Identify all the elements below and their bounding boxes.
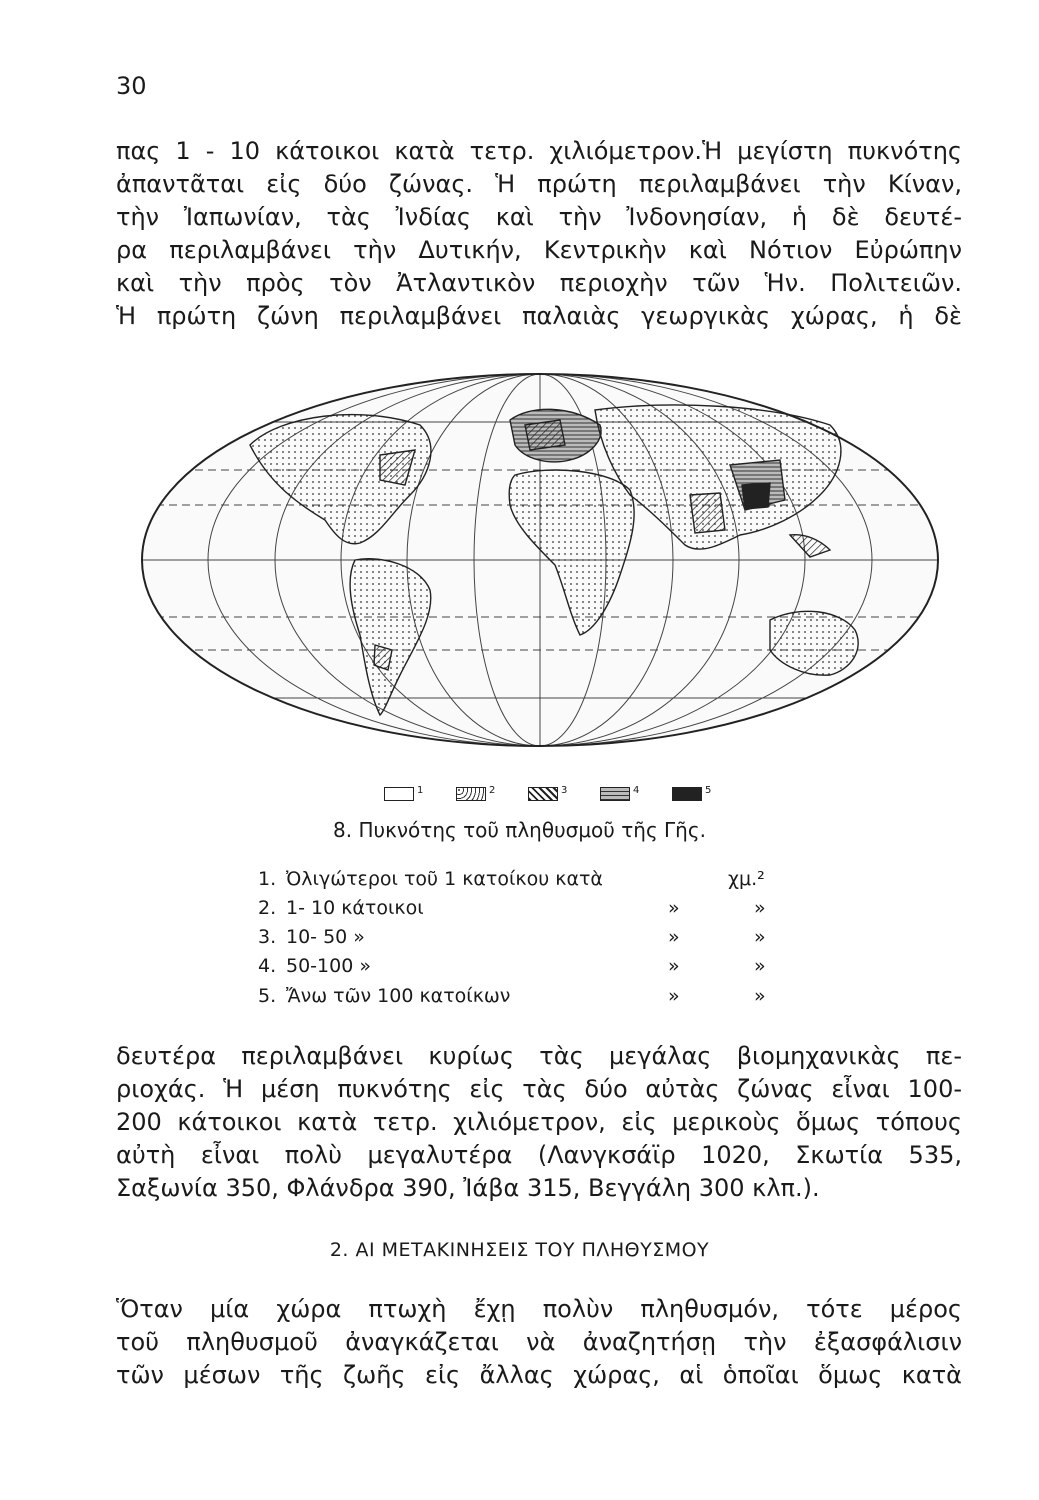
page-number: 30 (116, 72, 147, 100)
legend-swatch-number: 4 (633, 785, 640, 796)
text-line: δευτέρα περιλαμβάνει κυρίως τὰς μεγάλας βιομηχανικὰς πε- (116, 1042, 962, 1070)
paragraph-middle (116, 1040, 962, 1205)
legend-swatch-number: 5 (705, 785, 712, 796)
legend-row (258, 985, 818, 1011)
legend-swatch-3 (528, 787, 558, 801)
legend-row (258, 955, 818, 981)
legend-unit: » (754, 985, 766, 1007)
world-population-density-map (130, 365, 960, 765)
legend-row (258, 897, 818, 923)
legend-unit: » (668, 926, 680, 948)
legend-swatch-1 (384, 787, 414, 801)
text-line: ρα περιλαμβάνει τὴν Δυτικήν, Κεντρικὴν καὶ Νότιον Εὐρώπην (116, 236, 962, 264)
legend-text: 1- 10 κάτοικοι (286, 897, 424, 919)
legend-unit: » (668, 955, 680, 977)
legend-number: 4. (258, 955, 277, 977)
paragraph-top (116, 135, 962, 333)
legend-row (258, 868, 818, 894)
text-line: Ἡ πρώτη ζώνη περιλαμβάνει παλαιὰς γεωργικὰς χώρας, ἡ δὲ (116, 302, 962, 330)
legend-swatch-4 (600, 787, 630, 801)
legend-unit: » (668, 985, 680, 1007)
legend-swatches (384, 787, 744, 805)
legend-number: 2. (258, 897, 277, 919)
figure-caption: 8. Πυκνότης τοῦ πληθυσμοῦ τῆς Γῆς. (333, 818, 706, 842)
text-line: τὴν Ἰαπωνίαν, τὰς Ἰνδίας καὶ τὴν Ἰνδονησίαν, ἡ δὲ δευτέ- (116, 203, 962, 231)
text-line: καὶ τὴν πρὸς τὸν Ἀτλαντικὸν περιοχὴν τῶν Ἡν. Πολιτειῶν. (116, 269, 962, 297)
legend-unit: » (754, 955, 766, 977)
text-line: ἀπαντᾶται εἰς δύο ζώνας. Ἡ πρώτη περιλαμβάνει τὴν Κίναν, (116, 170, 962, 198)
legend-swatch-5 (672, 787, 702, 801)
text-line: Ὅταν μία χώρα πτωχὴ ἔχῃ πολὺν πληθυσμόν, τότε μέρος (116, 1295, 962, 1323)
legend-unit: » (668, 897, 680, 919)
legend-number: 5. (258, 985, 277, 1007)
legend-number: 3. (258, 926, 277, 948)
legend-swatch-number: 1 (417, 785, 424, 796)
paragraph-bottom (116, 1293, 962, 1392)
legend-row (258, 926, 818, 952)
text-line: ριοχάς. Ἡ μέση πυκνότης εἰς τὰς δύο αὐτὰς ζώνας εἶναι 100- (116, 1075, 962, 1103)
text-line: τοῦ πληθυσμοῦ ἀναγκάζεται νὰ ἀναζητήσῃ τὴν ἐξασφάλισιν (116, 1328, 962, 1356)
legend-text: 50-100 » (286, 955, 371, 977)
legend-text: Ὀλιγώτεροι τοῦ 1 κατοίκου κατὰ (286, 868, 603, 890)
legend-number: 1. (258, 868, 277, 890)
legend-unit: » (754, 897, 766, 919)
section-heading: 2. ΑΙ ΜΕΤΑΚΙΝΗΣΕΙΣ ΤΟΥ ΠΛΗΘΥΣΜΟΥ (329, 1239, 710, 1261)
text-line: αὐτὴ εἶναι πολὺ μεγαλυτέρα (Λανγκσάϊρ 1020, Σκωτία 535, (116, 1141, 962, 1169)
text-line: πας 1 - 10 κάτοικοι κατὰ τετρ. χιλιόμετρον.Ἡ μεγίστη πυκνότης (116, 137, 962, 165)
legend-swatch-number: 2 (489, 785, 496, 796)
legend-text: 10- 50 » (286, 926, 365, 948)
legend-text: Ἄνω τῶν 100 κατοίκων (286, 985, 511, 1007)
legend-unit: χμ.² (728, 868, 765, 890)
legend-unit: » (754, 926, 766, 948)
text-line: 200 κάτοικοι κατὰ τετρ. χιλιόμετρον, εἰς μερικοὺς ὅμως τόπους (116, 1108, 962, 1136)
legend-swatch-2 (456, 787, 486, 801)
text-line: Σαξωνία 350, Φλάνδρα 390, Ἰάβα 315, Βεγγάλη 300 κλπ.). (116, 1174, 820, 1202)
legend-swatch-number: 3 (561, 785, 568, 796)
text-line: τῶν μέσων τῆς ζωῆς εἰς ἄλλας χώρας, αἱ ὁποῖαι ὅμως κατὰ (116, 1361, 962, 1389)
